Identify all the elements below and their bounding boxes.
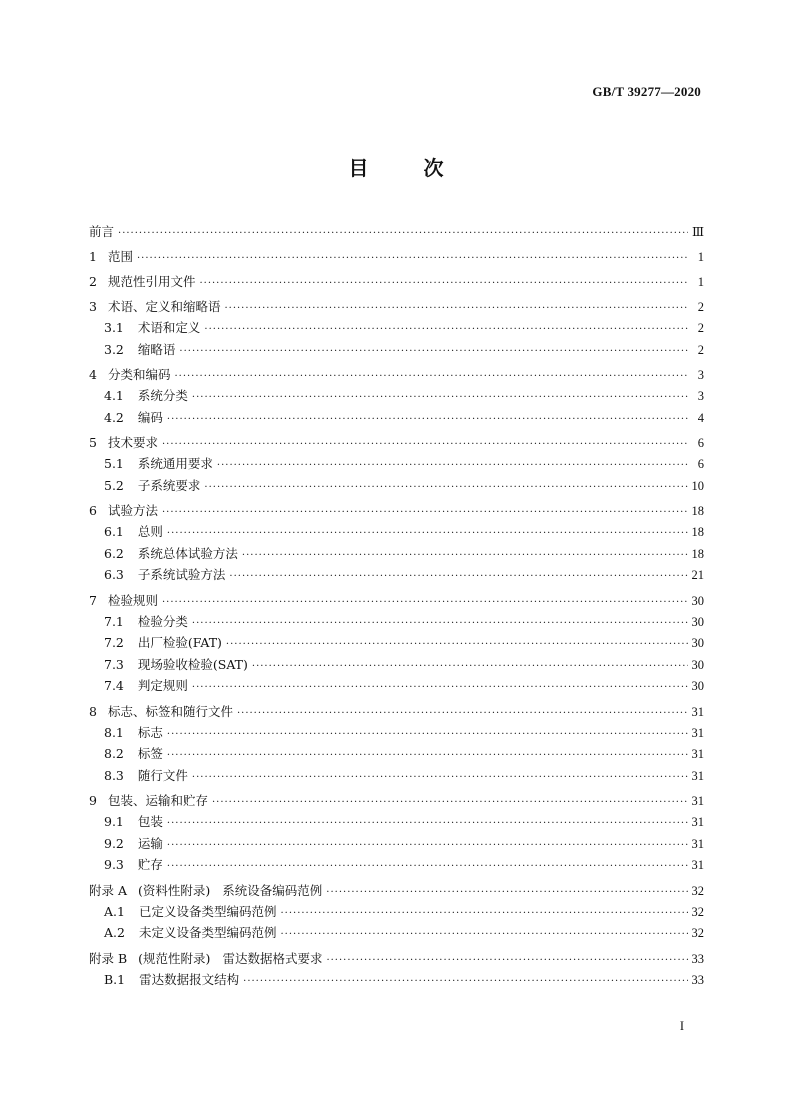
toc-entry-label: 标志、标签和随行文件: [107, 703, 233, 719]
toc-entry-label: 术语、定义和缩略语: [107, 299, 221, 314]
toc-entry-label: 检验分类: [137, 613, 188, 629]
toc-entry-page: 21: [691, 568, 704, 582]
toc-entry-label: 系统总体试验方法: [137, 545, 238, 561]
toc-leader-dots: [167, 524, 688, 544]
toc-entry-page: 32: [691, 904, 704, 919]
toc-entry[interactable]: [89, 497, 704, 522]
toc-leader-dots: [204, 320, 688, 340]
toc-leader-dots: [118, 224, 688, 244]
toc-entry-label: 试验方法: [107, 503, 158, 518]
toc-leader-dots: [224, 299, 688, 319]
page-title: [0, 152, 792, 181]
toc-entry-page: 30: [691, 636, 704, 650]
toc-entry-page: 31: [691, 836, 704, 851]
toc-entry-label: 现场验收检验(SAT): [137, 656, 248, 672]
toc-entry-number: 1: [89, 249, 97, 264]
toc-entry-number: 5.1: [104, 456, 124, 471]
toc-entry-annex-title: 系统设备编码范例: [222, 882, 323, 898]
toc-leader-dots: [242, 546, 688, 566]
toc-entry-number: 9: [89, 793, 97, 808]
toc-entry-number: A.2: [104, 925, 125, 940]
toc-entry-number: B.1: [104, 971, 126, 987]
toc-entry-label: (资料性附录): [138, 882, 211, 898]
toc-entry-page: 4: [697, 410, 704, 425]
toc-entry-page: 18: [691, 525, 704, 539]
toc-leader-dots: [252, 657, 688, 677]
toc-entry-page: 6: [697, 436, 704, 450]
toc-subentry[interactable]: [89, 655, 704, 677]
toc-entry[interactable]: [89, 945, 704, 970]
page-title-char-1: 目: [348, 156, 369, 180]
toc-leader-dots: [280, 925, 687, 945]
toc-entry-label: 规范性引用文件: [107, 274, 196, 289]
toc-leader-dots: [167, 410, 688, 430]
toc-entry-page: 2: [697, 321, 704, 335]
toc-subentry[interactable]: [89, 318, 704, 340]
toc-entry-number: 7: [89, 592, 97, 608]
toc-leader-dots: [217, 456, 688, 476]
toc-entry-page: 31: [691, 858, 704, 872]
toc-leader-dots: [167, 836, 688, 856]
toc-subentry[interactable]: [89, 565, 704, 587]
toc-entry-label: 未定义设备类型编码范例: [138, 925, 277, 940]
toc-entry-page: 31: [691, 794, 704, 808]
toc-entry-number: 6: [89, 503, 97, 518]
toc-leader-dots: [326, 883, 687, 903]
toc-entry-number: 7.4: [104, 678, 124, 693]
toc-leader-dots: [162, 435, 688, 455]
toc-leader-dots: [167, 857, 688, 877]
toc-entry-page: 31: [691, 815, 704, 829]
toc-leader-dots: [167, 814, 688, 834]
toc-entry-page: 31: [691, 747, 704, 761]
toc-entry-number: 3.2: [104, 341, 124, 357]
toc-entry-page: 30: [691, 679, 704, 693]
standard-number: GB/T 39277—2020: [592, 84, 701, 99]
toc-entry-number: 8: [89, 703, 97, 719]
toc-subentry[interactable]: [89, 476, 704, 498]
toc-entry-number: 8.1: [104, 724, 124, 740]
toc-entry-page: 33: [691, 972, 704, 987]
toc-entry-label: 编码: [137, 409, 163, 425]
toc-leader-dots: [167, 746, 688, 766]
toc-leader-dots: [179, 342, 688, 362]
toc-entry-label: 技术要求: [107, 435, 158, 450]
toc-entry-page: 30: [691, 614, 704, 629]
toc-entry-number: 3.1: [104, 320, 124, 335]
toc-leader-dots: [229, 567, 687, 587]
toc-entry-label: 系统分类: [137, 388, 188, 403]
toc-entry-number: 6.3: [104, 567, 124, 582]
toc-entry-number: 6.1: [104, 524, 124, 539]
toc-entry-label: 缩略语: [137, 341, 176, 357]
toc-entry-number: 附录 B: [89, 950, 128, 966]
toc-entry-page: 31: [691, 768, 704, 783]
toc-entry-label: 系统通用要求: [137, 456, 213, 471]
toc-entry-page: 30: [691, 593, 704, 608]
toc-entry-label: 包装: [137, 814, 163, 829]
toc-leader-dots: [192, 388, 688, 408]
toc-entry-number: 8.3: [104, 767, 124, 783]
toc-leader-dots: [192, 678, 688, 698]
toc-entry-label: 分类和编码: [107, 367, 171, 382]
toc-entry-label: 贮存: [137, 857, 163, 872]
toc-entry-page: 18: [691, 504, 704, 518]
toc-entry-page: 2: [697, 342, 704, 357]
toc-entry[interactable]: [89, 429, 704, 454]
toc-entry-page: 1: [697, 250, 704, 264]
toc-subentry[interactable]: [89, 923, 704, 945]
toc-entry-label: 标签: [137, 746, 163, 761]
toc-entry-label: 包装、运输和贮存: [107, 793, 208, 808]
toc-leader-dots: [226, 635, 688, 655]
toc-entry-annex-title: 雷达数据格式要求: [222, 950, 323, 966]
toc-leader-dots: [174, 367, 688, 387]
toc-leader-dots: [162, 593, 688, 613]
toc-leader-dots: [243, 972, 687, 992]
toc-entry-number: 2: [89, 274, 97, 289]
toc-entry[interactable]: [89, 787, 704, 812]
toc-entry-page: 2: [697, 300, 704, 314]
toc-leader-dots: [162, 503, 688, 523]
toc-entry[interactable]: [89, 268, 704, 293]
toc-entry-number: 4.1: [104, 388, 124, 403]
toc-subentry[interactable]: [89, 454, 704, 476]
toc-entry-page: 10: [691, 478, 704, 493]
toc-entry-label: 判定规则: [137, 678, 188, 693]
toc-entry-number: 4: [89, 367, 97, 382]
toc-subentry[interactable]: [89, 633, 704, 655]
toc-entry-label: 范围: [107, 249, 133, 264]
toc-subentry[interactable]: [89, 522, 704, 544]
toc-leader-dots: [237, 704, 688, 724]
table-of-contents: [89, 218, 704, 991]
toc-subentry[interactable]: [89, 676, 704, 698]
toc-entry-label: 子系统要求: [137, 477, 201, 493]
toc-subentry[interactable]: [89, 812, 704, 834]
toc-entry-number: A.1: [104, 903, 125, 919]
toc-entry-page: 33: [691, 951, 704, 966]
toc-leader-dots: [167, 725, 688, 745]
toc-entry-label: 术语和定义: [137, 320, 201, 335]
toc-leader-dots: [204, 478, 687, 498]
toc-leader-dots: [212, 793, 688, 813]
toc-subentry[interactable]: [89, 902, 704, 924]
toc-leader-dots: [192, 768, 688, 788]
toc-entry[interactable]: [89, 361, 704, 386]
toc-leader-dots: [137, 249, 688, 269]
toc-entry-number: 5: [89, 435, 97, 450]
toc-subentry[interactable]: [89, 855, 704, 877]
toc-entry[interactable]: [89, 587, 704, 612]
toc-entry-number: 5.2: [104, 477, 124, 493]
toc-entry-page: 3: [697, 389, 704, 403]
toc-entry-page: 31: [691, 725, 704, 740]
toc-entry-label: 总则: [137, 524, 163, 539]
toc-subentry[interactable]: [89, 612, 704, 634]
toc-subentry[interactable]: [89, 723, 704, 745]
toc-entry-label: 运输: [137, 835, 163, 851]
toc-entry-page: 1: [697, 275, 704, 289]
toc-entry-label: 出厂检验(FAT): [137, 635, 222, 650]
toc-entry-label: 子系统试验方法: [137, 567, 226, 582]
toc-entry-number: 9.3: [104, 857, 124, 872]
toc-leader-dots: [199, 274, 688, 294]
toc-leader-dots: [280, 904, 687, 924]
toc-entry-number: 6.2: [104, 545, 124, 561]
toc-entry-label: 标志: [137, 724, 163, 740]
toc-entry-number: 9.1: [104, 814, 124, 829]
toc-entry[interactable]: [89, 293, 704, 318]
toc-entry-label: 已定义设备类型编码范例: [138, 903, 277, 919]
toc-subentry[interactable]: [89, 340, 704, 362]
toc-entry-number: 3: [89, 299, 97, 314]
toc-entry-number: 附录 A: [89, 882, 128, 898]
toc-entry-page: 3: [697, 368, 704, 382]
toc-entry[interactable]: [89, 243, 704, 268]
toc-subentry[interactable]: [89, 544, 704, 566]
page-title-char-2: 次: [423, 156, 444, 180]
toc-entry-number: 8.2: [104, 746, 124, 761]
page-number: I: [679, 1019, 684, 1033]
toc-entry-label: 随行文件: [137, 767, 188, 783]
toc-entry-page: 32: [691, 883, 704, 898]
toc-entry-label: 前言: [89, 224, 115, 239]
toc-entry-label: 雷达数据报文结构: [139, 971, 240, 987]
toc-entry-page: Ⅲ: [691, 225, 704, 239]
toc-entry-number: 7.2: [104, 635, 124, 650]
toc-entry-page: 6: [697, 457, 704, 471]
toc-entry[interactable]: [89, 698, 704, 723]
toc-entry-number: 7.3: [104, 656, 124, 672]
toc-entry-number: 7.1: [104, 613, 124, 629]
toc-subentry[interactable]: [89, 408, 704, 430]
toc-entry-page: 31: [691, 704, 704, 719]
toc-entry-number: 4.2: [104, 409, 124, 425]
toc-entry-page: 30: [691, 657, 704, 672]
toc-entry[interactable]: [89, 877, 704, 902]
toc-leader-dots: [192, 614, 688, 634]
toc-subentry[interactable]: [89, 744, 704, 766]
toc-entry-page: 32: [691, 926, 704, 940]
toc-entry-label: (规范性附录): [138, 950, 211, 966]
toc-entry-page: 18: [691, 546, 704, 561]
toc-leader-dots: [326, 951, 687, 971]
toc-subentry[interactable]: [89, 970, 704, 992]
toc-subentry[interactable]: [89, 386, 704, 408]
toc-entry-label: 检验规则: [107, 592, 158, 608]
toc-entry[interactable]: [89, 218, 704, 243]
toc-subentry[interactable]: [89, 834, 704, 856]
toc-subentry[interactable]: [89, 766, 704, 788]
toc-entry-number: 9.2: [104, 835, 124, 851]
